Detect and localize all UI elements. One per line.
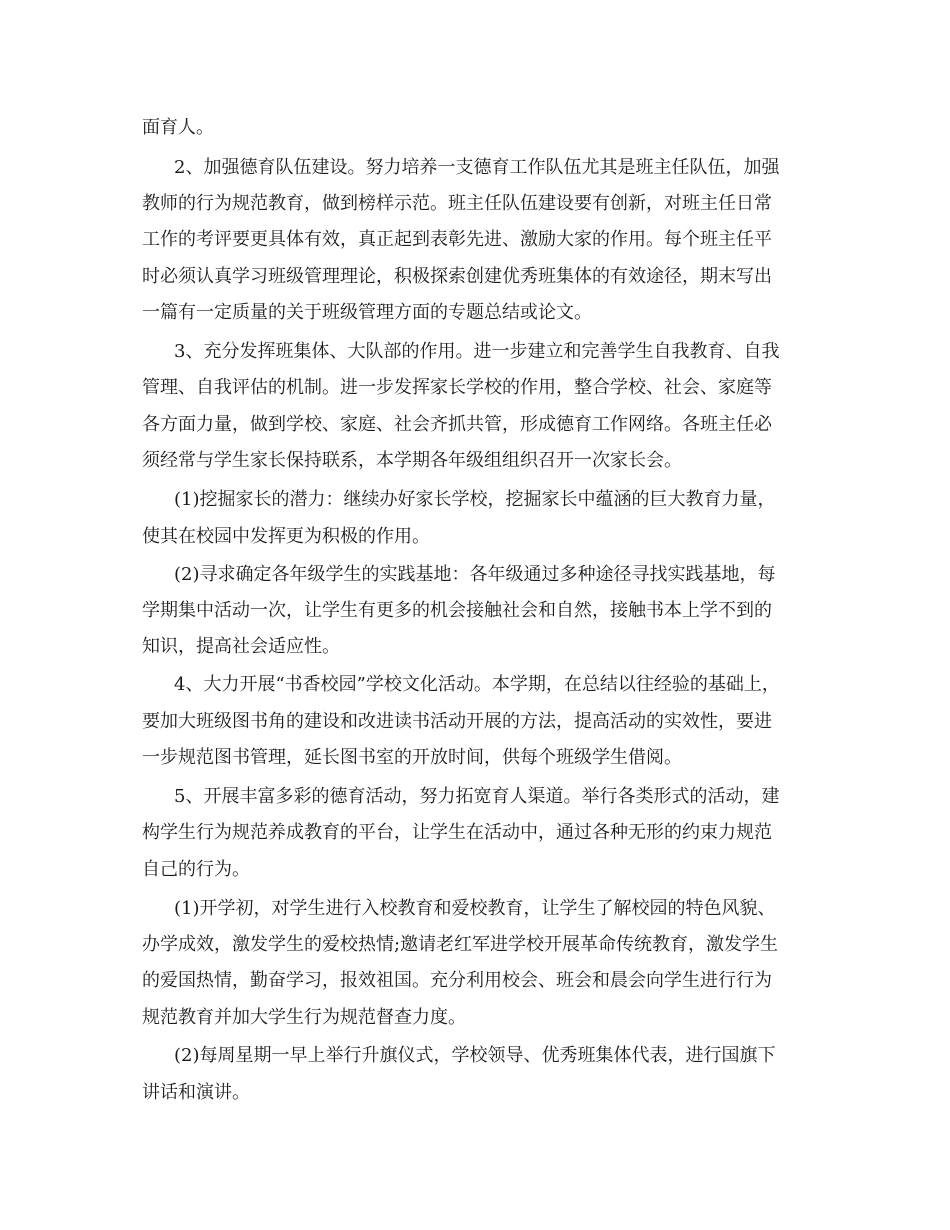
- text-line: (1)开学初，对学生进行入校教育和爱校教育，让学生了解校园的特色风貌、: [174, 898, 776, 919]
- text-line: 各方面力量，做到学校、家庭、社会齐抓共管，形成德育工作网络。各班主任必: [142, 414, 772, 435]
- text-line: 构学生行为规范养成教育的平台，让学生在活动中，通过各种无形的约束力规范: [142, 822, 772, 843]
- text-line: 规范教育并加大学生行为规范督查力度。: [142, 1007, 466, 1028]
- text-line: 的爱国热情，勤奋学习，报效祖国。充分利用校会、班会和晨会向学生进行行为: [142, 970, 772, 991]
- text-line: 2、加强德育队伍建设。努力培养一支德育工作队伍尤其是班主任队伍，加强: [174, 157, 780, 178]
- text-line: 使其在校园中发挥更为积极的作用。: [142, 526, 430, 547]
- text-line: 一步规范图书管理，延长图书室的开放时间，供每个班级学生借阅。: [142, 747, 682, 768]
- text-line: 学期集中活动一次，让学生有更多的机会接触社会和自然，接触书本上学不到的: [142, 600, 772, 621]
- text-line: 知识，提高社会适应性。: [142, 636, 340, 657]
- text-line: 时必须认真学习班级管理理论，积极探索创建优秀班集体的有效途径，期末写出: [142, 266, 772, 287]
- text-line: 管理、自我评估的机制。进一步发挥家长学校的作用，整合学校、社会、家庭等: [142, 377, 772, 398]
- text-line: 教师的行为规范教育，做到榜样示范。班主任队伍建设要有创新，对班主任日常: [142, 193, 772, 214]
- text-line: 3、充分发挥班集体、大队部的作用。进一步建立和完善学生自我教育、自我: [174, 341, 780, 362]
- text-line: (2)寻求确定各年级学生的实践基地：各年级通过多种途径寻找实践基地，每: [174, 564, 776, 585]
- text-line: 一篇有一定质量的关于班级管理方面的专题总结或论文。: [142, 302, 592, 323]
- text-line: 须经常与学生家长保持联系，本学期各年级组组织召开一次家长会。: [142, 450, 682, 471]
- text-line: 4、大力开展“书香校园”学校文化活动。本学期，在总结以往经验的基础上，: [174, 674, 780, 695]
- text-line: (2)每周星期一早上举行升旗仪式，学校领导、优秀班集体代表，进行国旗下: [174, 1045, 776, 1066]
- text-line: 讲话和演讲。: [142, 1082, 250, 1103]
- text-line: 工作的考评要更具体有效，真正起到表彰先进、激励大家的作用。每个班主任平: [142, 229, 772, 250]
- text-line: 要加大班级图书角的建设和改进读书活动开展的方法，提高活动的实效性，要进: [142, 711, 772, 732]
- text-line: 办学成效，激发学生的爱校热情;邀请老红军进学校开展革命传统教育，激发学生: [142, 934, 779, 955]
- text-line: 自己的行为。: [142, 859, 250, 880]
- text-line: (1)挖掘家长的潜力：继续办好家长学校，挖掘家长中蕴涵的巨大教育力量，: [174, 489, 776, 510]
- text-line: 5、开展丰富多彩的德育活动，努力拓宽育人渠道。举行各类形式的活动，建: [174, 786, 780, 807]
- text-line: 面育人。: [142, 117, 214, 138]
